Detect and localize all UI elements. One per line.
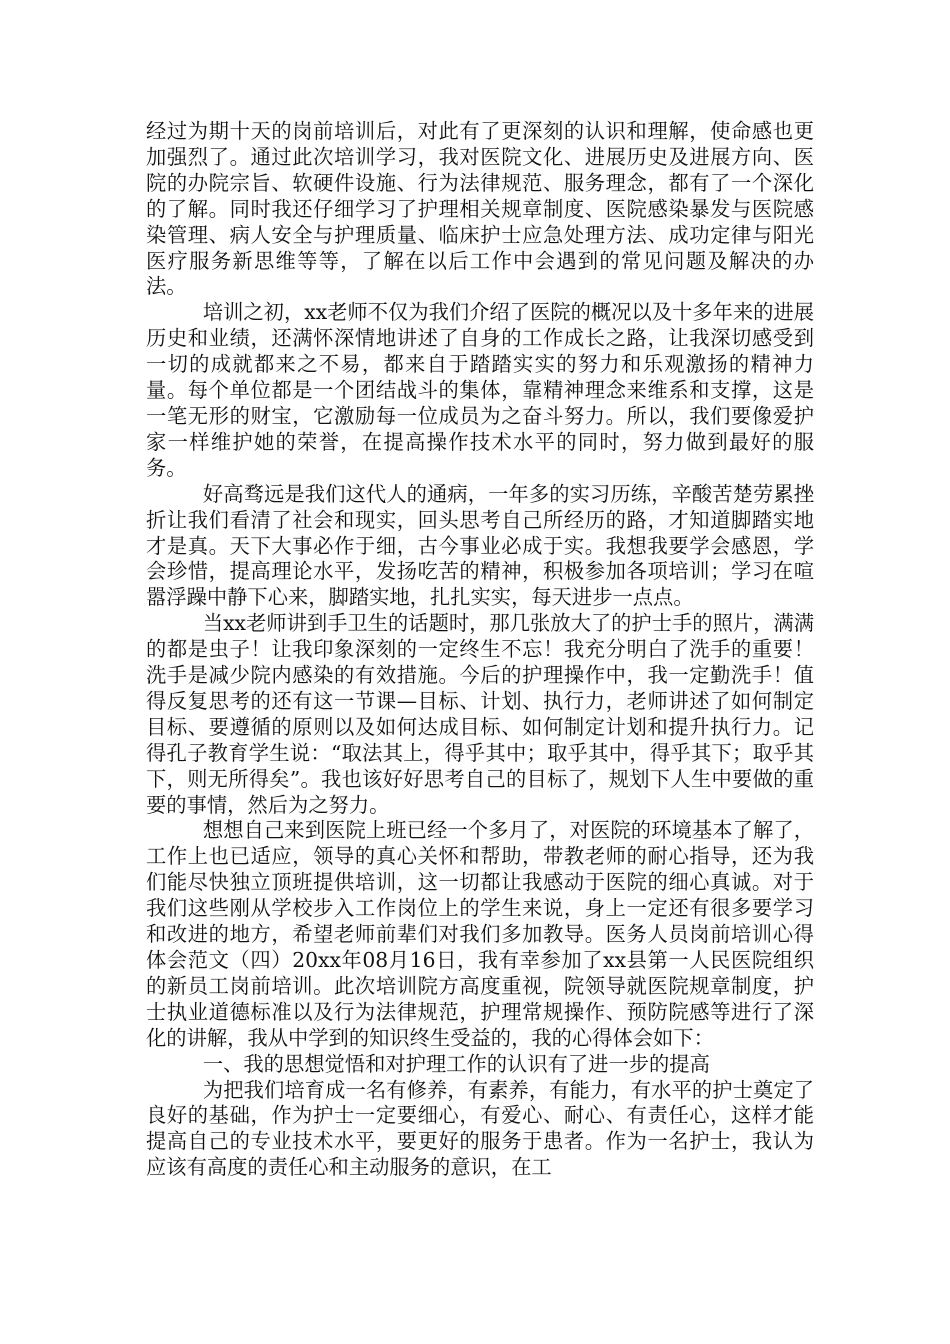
paragraph-4: 当xx老师讲到手卫生的话题时，那几张放大了的护士手的照片，满满的都是虫子！让我印象深刻的一定终生不忘！我充分明白了洗手的重要！洗手是减少院内感染的有效措施。今后的护理操作中，我一定勤洗手！值得反复思考的还有这一节课—目标、计划、执行力，老师讲述了如何制定目标、要遵循的原则以及如何达成目标、如何制定计划和提升执行力。记得孔子教育学生说：“取法其上，得乎其中；取乎其中，得乎其下；取乎其下，则无所得矣”。我也该好好思考自己的目标了，规划下人生中要做的重要的事情，然后为之努力。 xyxy=(146,611,814,817)
paragraph-2: 培训之初，xx老师不仅为我们介绍了医院的概况以及十多年来的进展历史和业绩，还满怀深情地讲述了自身的工作成长之路，让我深切感受到一切的成就都来之不易，都来自于踏踏实实的努力和乐观激扬的精神力量。每个单位都是一个团结战斗的集体，靠精神理念来维系和支撑，这是一笔无形的财宝，它激励每一位成员为之奋斗努力。所以，我们要像爱护家一样维护她的荣誉，在提高操作技术水平的同时，努力做到最好的服务。 xyxy=(146,300,814,480)
section-heading: 一、我的思想觉悟和对护理工作的认识有了进一步的提高 xyxy=(202,1051,710,1076)
paragraph-1: 经过为期十天的岗前培训后，对此有了更深刻的认识和理解，使命感也更加强烈了。通过此次培训学习，我对医院文化、进展历史及进展方向、医院的办院宗旨、软硬件设施、行为法律规范、服务理念，都有了一个深化的了解。同时我还仔细学习了护理相关规章制度、医院感染暴发与医院感染管理、病人安全与护理质量、临床护士应急处理方法、成功定律与阳光医疗服务新思维等等，了解在以后工作中会遇到的常见问题及解决的办法。 xyxy=(146,119,814,299)
paragraph-6: 为把我们培育成一名有修养，有素养，有能力，有水平的护士奠定了良好的基础，作为护士一定要细心，有爱心、耐心、有责任心，这样才能提高自己的专业技术水平，要更好的服务于患者。作为一名护士，我认为应该有高度的责任心和主动服务的意识，在工 xyxy=(146,1077,814,1180)
document-body xyxy=(146,119,814,1181)
paragraph-5: 想想自己来到医院上班已经一个多月了，对医院的环境基本了解了，工作上也已适应，领导的真心关怀和帮助，带教老师的耐心指导，还为我们能尽快独立顶班提供培训，这一切都让我感动于医院的细心真诚。对于我们这些刚从学校步入工作岗位上的学生来说，身上一定还有很多要学习和改进的地方，希望老师前辈们对我们多加教导。医务人员岗前培训心得体会范文（四）20xx年08月16日，我有幸参加了xx县第一人民医院组织的新员工岗前培训。此次培训院方高度重视，院领导就医院规章制度，护士执业道德标准以及行为法律规范，护理常规操作、预防院感等进行了深化的讲解，我从中学到的知识终生受益的，我的心得体会如下： xyxy=(146,818,814,1050)
paragraph-3: 好高骛远是我们这代人的通病，一年多的实习历练，辛酸苦楚劳累挫折让我们看清了社会和现实，回头思考自己所经历的路，才知道脚踏实地才是真。天下大事必作于细，古今事业必成于实。我想我要学会感恩，学会珍惜，提高理论水平，发扬吃苦的精神，积极参加各项培训；学习在喧嚣浮躁中静下心来，脚踏实地，扎扎实实，每天进步一点点。 xyxy=(146,481,814,610)
